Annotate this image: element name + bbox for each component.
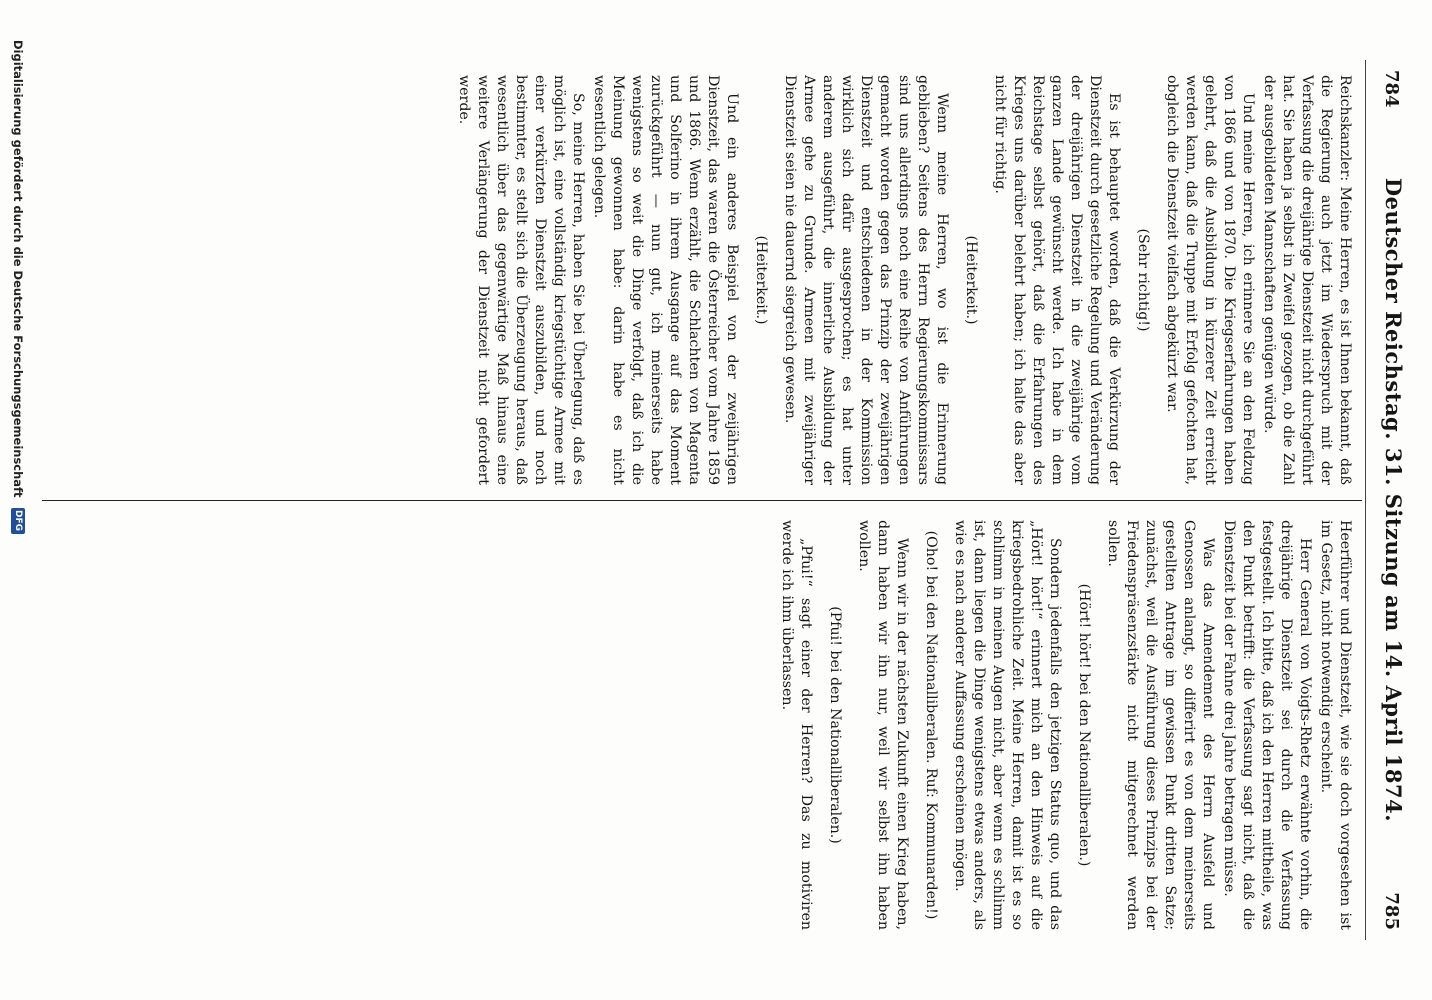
header-rule xyxy=(1365,60,1366,940)
paragraph: „Pfui!“ sagt einer der Herren? Das zu motiviren werde ich ihm überlassen. xyxy=(779,520,814,930)
paragraph: Herr General von Voigts-Rhetz erwähnte vorhin, die dreijährige Dienstzeit sei durch die Verfassung festgestellt. Ich bitte, daß ich den Herren mittheile, was den Punkt betrifft: die Verfassung sagt nicht, daß die Dienstzeit bei der Fahne drei Jahre betragen müsse. xyxy=(1221,520,1313,930)
page-title: Deutscher Reichstag. 31. Sitzung am 14. April 1874. xyxy=(1381,177,1406,823)
left-text-column xyxy=(54,75,1354,485)
dfg-logo-icon: DFG xyxy=(11,508,25,534)
paragraph: Wenn wir in der nächsten Zukunft einen Krieg haben, dann haben wir ihn nur, weil wir selbst ihn haben wollen. xyxy=(856,520,910,930)
footer-credit: Digitalisierung gefördert durch die Deutsche Forschungsgemeinschaft xyxy=(11,40,25,498)
left-page-number: 784 xyxy=(1381,70,1402,108)
page-header xyxy=(1366,70,1406,930)
right-page-number: 785 xyxy=(1381,892,1402,930)
paragraph: Wenn meine Herren, wo ist die Erinnerung geblieben? Seitens des Herrn Regierungskommissars sind uns allerdings noch eine Reihe von Anführungen gemacht worden gegen das Prinzip der zweijährigen Dienstzeit und entschiedenen in der Kommission wirklich sich dafür ausgesprochen; es hat unter anderem ausgeführt, die innerliche Ausbildung der Armee gehe zu Grunde. Armeen mit zweijähriger Dienstzeit seien nie dauernd siegreich gewesen. xyxy=(782,75,950,485)
paragraph: Sondern jedenfalls den jetzigen Status quo, und das „Hört! hört!“ erinnert mich an den Hinweis auf die kriegsbedrohliche Zeit. Meine Herren, damit ist es so schlimm in meinen Augen nicht, aber wenn es schlimm ist, dann liegen die Dinge wenigstens etwas anders, als wie es nach anderer Auffassung erscheinen mögen. xyxy=(952,520,1063,930)
paragraph: Und ein anderes Beispiel von der zweijährigen Dienstzeit, das waren die Österreicher vom Jahre 1859 und 1866. Wenn erzählt, die Schlachten von Magenta und Solferino in ihrem Ausgange auf das Moment zurückgeführt — nun gut, ich meinerseits habe wenigstens so weit die Dinge verfolgt, daß ich die Meinung gewonnen habe: darin habe es nicht wesentlich gelegen. xyxy=(591,75,740,485)
digitization-footer xyxy=(4,40,32,960)
paragraph: Was das Amendement des Herrn Ausfeld und Genossen anlangt, so differirt es von dem meinerseits gestellten Antrage im gewissen Punkt dritten Satze; zunächst, weil die Ausführung dieses Prinzips bei der Friedenspräsenzstärke nicht mitgerechnet werden sollen. xyxy=(1105,520,1216,930)
interjection: (Sehr richtig!) xyxy=(1135,228,1151,332)
interjection: (Oho! bei den Nationalliberalen. Ruf: Kommunarden!) xyxy=(923,530,939,920)
interjection: (Heiterkeit.) xyxy=(963,235,979,325)
paragraph: Und meine Herren, ich erinnere Sie an den Feldzug von 1866 und von 1870. Die Kriegserfahrungen haben gelehrt, daß die Ausbildung in kürzerer Zeit erreicht werden kann, daß die Truppe mit Erfolg gefochten hat, obgleich die Dienstzeit vielfach abgekürzt war. xyxy=(1164,75,1256,485)
paragraph: Es ist behauptet worden, daß die Verkürzung der Dienstzeit durch gesetzliche Regelung und Veränderung der dreijährigen Dienstzeit in die zweijährige vom ganzen Lande gewünscht werde. Ich habe in dem Reichstage selbst gehört, daß die Erfahrungen des Krieges uns darüber belehrt haben; ich halte das aber nicht für richtig. xyxy=(992,75,1122,485)
paragraph: Heerführer und Dienstzeit, wie sie doch vorgesehen ist im Gesetz, nicht notwendig erscheint. xyxy=(1318,520,1353,930)
interjection: (Heiterkeit.) xyxy=(753,235,769,325)
paragraph: So, meine Herren, haben Sie bei Überlegung, daß es möglich ist, eine vollständig kriegstüchtige Armee mit einer verkürzten Dienstzeit auszubilden, und noch bestimmter, es stellt sich die Überzeugung heraus, daß wesentlich über das gegenwärtige Maß hinaus eine weitere Verlängerung der Dienstzeit nicht gefordert werde. xyxy=(456,75,586,485)
column-divider xyxy=(42,500,1362,501)
interjection: (Pfui! bei den Nationalliberalen.) xyxy=(827,606,843,844)
right-text-column xyxy=(54,520,1354,930)
paragraph: Reichskanzler: Meine Herren, es ist Ihnen bekannt, daß die Regierung auch jetzt im Wiederspruch mit der Verfassung die dreijährige Dienstzeit nicht durchgeführt hat. Sie haben ja selbst in Zweifel gezogen, ob die Zahl der ausgebildeten Mannschaften genügen würde. xyxy=(1261,75,1353,485)
interjection: (Hört! hört! bei den Nationalliberalen.) xyxy=(1076,583,1092,867)
